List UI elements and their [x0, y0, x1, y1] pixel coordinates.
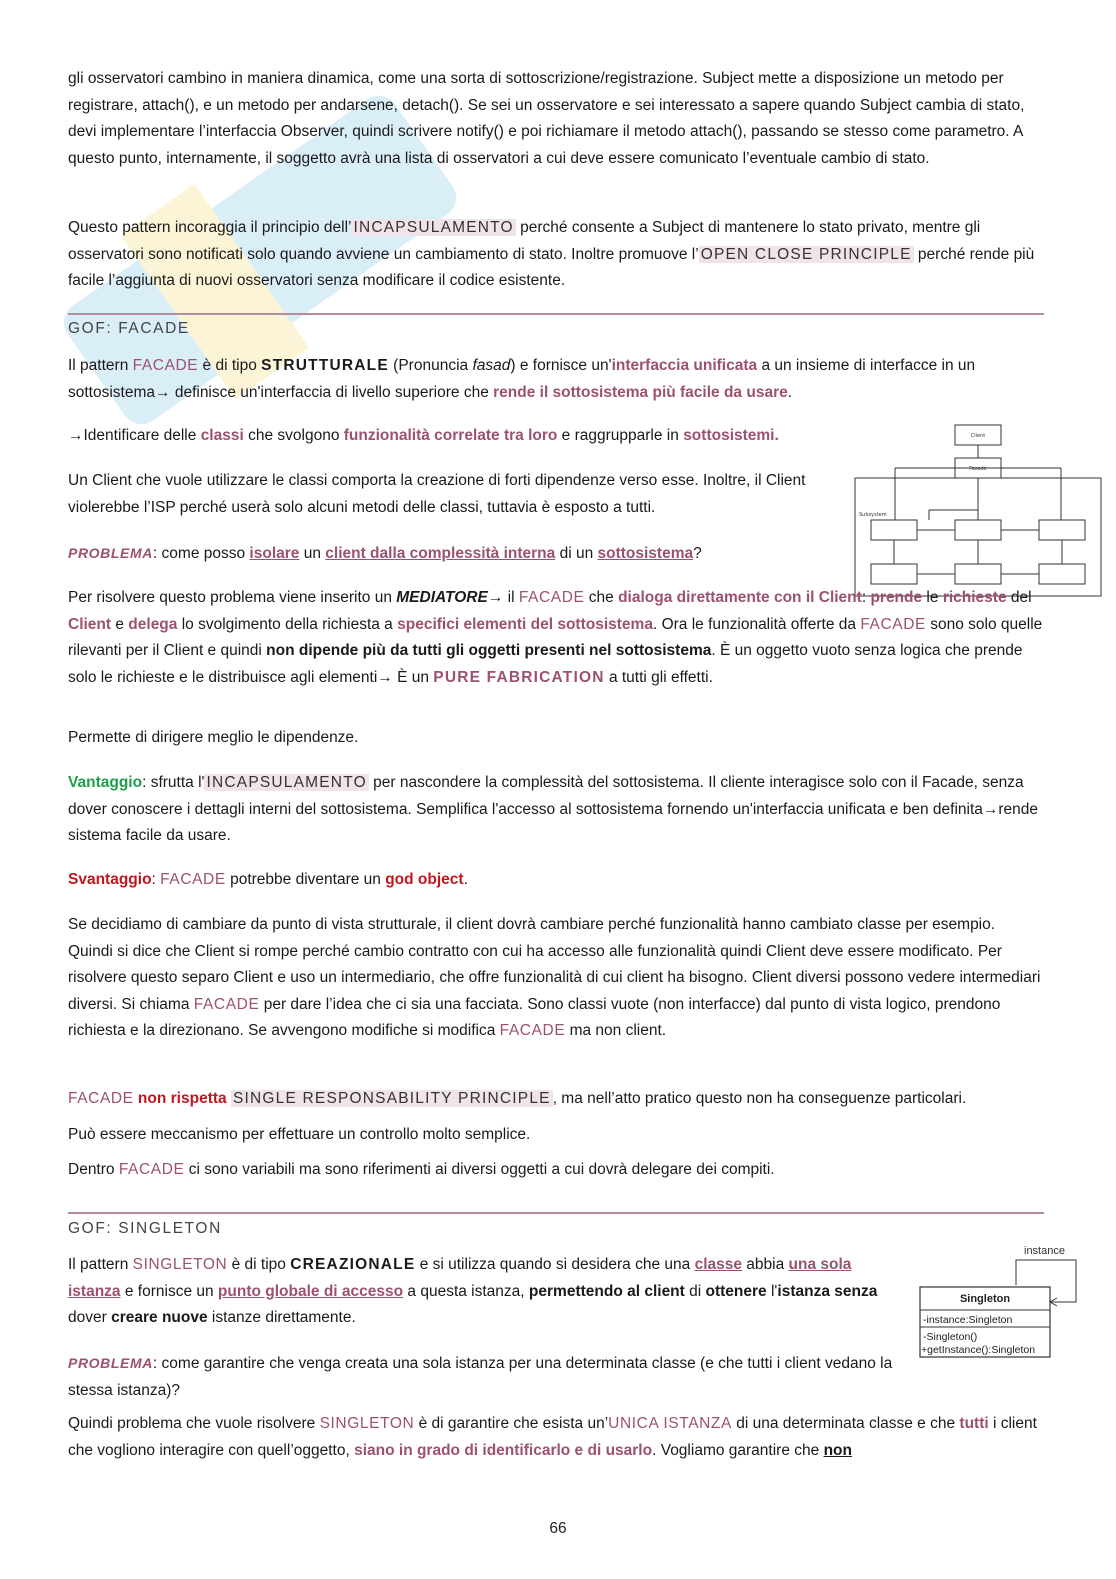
arrow-icon: → [377, 668, 393, 686]
paragraph-facade-control [68, 1122, 1043, 1149]
keyword-srp: SINGLE RESPONSABILITY PRINCIPLE [232, 1090, 551, 1107]
text: è di garantire che esista un’ [414, 1415, 609, 1432]
text: ? [693, 545, 702, 562]
text: ma non client. [565, 1022, 667, 1039]
paragraph-facade-variables [68, 1157, 1043, 1184]
text: rende sistema facile da usare. [68, 800, 1039, 844]
text: del [1006, 589, 1032, 606]
text: le [922, 589, 943, 606]
client-label: Client [970, 433, 986, 439]
text: Il pattern [68, 357, 133, 374]
text: abbia [742, 1256, 789, 1273]
arrow-icon: → [155, 383, 171, 401]
instance-label: instance [1024, 1245, 1065, 1257]
text: il [503, 589, 519, 606]
paragraph-facade-client-deps [68, 468, 838, 521]
text: : come garantire che venga creata una sola istanza per una determinata classe (e che tutti i client vedano la stessa istanza)? [68, 1355, 893, 1399]
paragraph-text: gli osservatori cambino in maniera dinamica, come una sorta di sottoscrizione/registrazione. Subject mette a disposizione un metodo per registrare, attach(), e un metodo per andarsene, detach(). Se sei un osservatore e sei interessato a sapere quando Subject cambia di stato, devi implementare l’interfaccia Observer, quindi scrivere notify() e poi richiamare il metodo attach(), passando se stesso come parametro. A questo punto, internamente, il soggetto avrà una lista di osservatori a cui deve essere comunicato l’eventuale cambio di stato. [68, 70, 1025, 167]
paragraph-facade-identify [68, 423, 838, 450]
text: Per risolvere questo problema viene inserito un [68, 589, 397, 606]
term-interfaccia-unificata: interfaccia unificata [611, 357, 758, 374]
text-bold: creare nuove [111, 1309, 208, 1326]
paragraph-facade-dependencies [68, 725, 1043, 752]
text: : come posso [152, 545, 250, 562]
subsystem-label: Subsystem [859, 512, 887, 518]
term-richieste: richieste [942, 589, 1007, 606]
term-pure-fabrication: PURE FABRICATION [433, 668, 605, 686]
text: Permette di dirigere meglio le dipendenze. [68, 729, 359, 746]
text: che [584, 589, 619, 606]
paragraph-singleton-goal [68, 1411, 1043, 1464]
keyword-incapsulamento: INCAPSULAMENTO [206, 774, 367, 791]
term-creazionale: CREAZIONALE [290, 1256, 416, 1273]
term-tutti: tutti [959, 1415, 989, 1432]
text: a questa istanza, [403, 1282, 529, 1300]
class-method: +getInstance():Singleton [921, 1344, 1036, 1356]
text: sono solo quelle rilevanti per il Client e quindi [68, 615, 1043, 659]
term-client-complessita: client dalla complessità interna [325, 545, 556, 562]
page-number: 66 [549, 1520, 567, 1537]
text: istanze direttamente. [207, 1309, 356, 1326]
term-sottosistemi: sottosistemi. [683, 427, 779, 444]
term-facade: FACADE [118, 1161, 185, 1178]
paragraph-facade-disadvantage [68, 867, 1043, 894]
paragraph-observer-intro [68, 66, 1043, 172]
term-prende: prende [870, 589, 923, 606]
arrow-icon: → [487, 589, 504, 606]
text: , ma nell’atto pratico questo non ha conseguenze particolari. [552, 1090, 967, 1107]
class-attribute: -instance:Singleton [923, 1314, 1013, 1326]
text: Identificare delle [83, 427, 201, 444]
text: dover [68, 1309, 112, 1326]
text: è di tipo [227, 1256, 291, 1273]
label-problema: PROBLEMA [68, 1355, 153, 1371]
term-strutturale: STRUTTURALE [261, 357, 389, 374]
paragraph-facade-definition [68, 353, 1043, 406]
text: è di tipo [198, 357, 262, 374]
term-isolare: isolare [249, 545, 300, 562]
term-facade: FACADE [860, 615, 926, 633]
text-bold: istanza senza [777, 1282, 878, 1300]
paragraph-facade-advantage [68, 770, 1043, 850]
text: : [861, 589, 871, 606]
text: Dentro [68, 1161, 119, 1178]
text-bold: non [823, 1441, 852, 1459]
term-classi: classi [200, 427, 244, 444]
keyword-open-close: OPEN CLOSE PRINCIPLE [700, 245, 912, 263]
text: e raggrupparle in [557, 427, 684, 444]
text: . [787, 383, 793, 401]
text: perché rende più facile l’aggiunta di nuovi osservatori senza modificare il codice esistente. [68, 245, 1035, 289]
text: per nascondere la complessità del sottosistema. Il cliente interagisce solo con il Facade, senza dover conoscere i dettagli interni del sottosistema. Semplifica l'accesso al sottosistema fornendo un'interfaccia unificata e ben definita [68, 774, 1024, 818]
text-bold: non dipende più da tutti gli oggetti presenti nel sottosistema [266, 642, 712, 659]
term-sottosistema: sottosistema [597, 545, 694, 562]
paragraph-facade-problem [68, 540, 838, 568]
text: Un Client che vuole utilizzare le classi comporta la creazione di forti dipendenze verso esse. Inoltre, il Client violerebbe l’ISP perché userà solo alcuni metodi delle classi, tuttavia è esposto a tutti. [68, 472, 806, 516]
text: e [111, 615, 129, 633]
text: un [299, 545, 326, 562]
text: di una determinata classe e che [731, 1415, 960, 1432]
text: È un [392, 668, 434, 686]
term-punto-globale: punto globale di accesso [217, 1282, 404, 1300]
term-facade: FACADE [193, 995, 260, 1013]
term-mediatore: MEDIATORE [396, 589, 488, 606]
term-god-object: god object [385, 871, 464, 888]
text: . [463, 871, 468, 888]
text: Quindi problema che vuole risolvere [68, 1415, 320, 1432]
text: e si utilizza quando si desidera che una [415, 1256, 695, 1273]
text: . Ora le funzionalità offerte da [652, 615, 861, 633]
term-dialoga: dialoga direttamente con il Client [618, 589, 862, 606]
term-classe: classe [694, 1256, 742, 1273]
text: Questo pattern incoraggia il principio dell’ [68, 219, 352, 236]
singleton-uml-diagram [912, 1240, 1087, 1365]
text: Può essere meccanismo per effettuare un controllo molto semplice. [68, 1126, 531, 1143]
text-italic: fasad [472, 357, 511, 374]
term-client: Client [68, 615, 112, 633]
section-divider [68, 313, 1044, 315]
section-heading-facade: GOF: FACADE [68, 320, 190, 337]
facade-label: Facade [969, 466, 987, 472]
class-name: Singleton [959, 1293, 1011, 1305]
text: (Pronuncia [388, 357, 473, 374]
arrow-icon: → [68, 427, 84, 444]
term-facade: FACADE [499, 1022, 566, 1039]
text: di [684, 1282, 706, 1300]
term-piu-facile: rende il sottosistema più facile da usare [493, 383, 788, 401]
text-bold: ottenere [705, 1282, 767, 1300]
label-svantaggio: Svantaggio [68, 871, 152, 888]
text-bold: permettendo al client [528, 1282, 685, 1300]
text-non-rispetta: non rispetta [133, 1090, 227, 1107]
text: a tutti gli effetti. [604, 668, 713, 686]
section-heading-singleton: GOF: SINGLETON [68, 1220, 222, 1237]
paragraph-facade-solution [68, 585, 1043, 691]
term-una-sola-istanza: una sola istanza [68, 1256, 852, 1300]
facade-uml-diagram [853, 420, 1103, 598]
text: : sfrutta l' [142, 774, 205, 791]
term-singleton: SINGLETON [132, 1256, 228, 1273]
text: Il pattern [68, 1256, 133, 1273]
text: che svolgono [243, 427, 344, 444]
text: lo svolgimento della richiesta a [177, 615, 398, 633]
text: i client che vogliono interagire con quell’oggetto, [68, 1415, 1037, 1459]
text: definisce un'interfaccia di livello superiore che [170, 383, 494, 401]
text: ci sono variabili ma sono riferimenti ai diversi oggetti a cui dovrà delegare dei compiti. [184, 1161, 775, 1178]
term-specifici-elementi: specifici elementi del sottosistema [397, 615, 653, 633]
paragraph-singleton-definition [68, 1252, 898, 1332]
keyword-incapsulamento: INCAPSULAMENTO [353, 219, 514, 236]
term-facade: FACADE [160, 871, 226, 888]
section-divider [68, 1212, 1044, 1214]
term-facade: FACADE [518, 589, 585, 606]
text: a un insieme di interfacce in un sottosistema [68, 357, 976, 401]
text: e fornisce un [120, 1282, 218, 1300]
paragraph-singleton-problem [68, 1350, 898, 1404]
text: : [151, 871, 161, 888]
label-problema: PROBLEMA [68, 545, 153, 561]
text: perché consente a Subject di mantenere lo stato privato, mentre gli osservatori sono notificati solo quando avviene un cambiamento di stato. Inoltre promuove l’ [68, 219, 981, 263]
term-unica-istanza: UNICA ISTANZA [608, 1415, 732, 1432]
term-delega: delega [128, 615, 178, 633]
text: Se decidiamo di cambiare da punto di vista strutturale, il client dovrà cambiare perché funzionalità hanno cambiato classe per esempio. Quindi si dice che Client si rompe perché cambio contratto con cui ha accesso alle funzionalità quindi Client deve essere modificato. Per risolvere questo separo Client e uso un intermediario, che offre funzionalità di cui client ha bisogno. Client diversi possono vedere intermediari diversi. Si chiama [68, 916, 1041, 1013]
term-singleton: SINGLETON [319, 1415, 415, 1432]
term-identificarlo: siano in grado di identificarlo e di usarlo [354, 1441, 653, 1459]
text: . Vogliamo garantire che [652, 1441, 824, 1459]
paragraph-observer-principles [68, 215, 1043, 295]
term-funzionalita: funzionalità correlate tra loro [343, 427, 558, 444]
arrow-icon: → [982, 800, 999, 818]
term-facade: FACADE [68, 1090, 134, 1107]
paragraph-facade-explanation [68, 912, 1043, 1045]
term-facade: FACADE [132, 357, 199, 374]
text: potrebbe diventare un [225, 871, 386, 888]
text: l' [766, 1282, 778, 1300]
paragraph-facade-srp [68, 1086, 1043, 1113]
label-vantaggio: Vantaggio [68, 774, 143, 791]
text: per dare l’idea che ci sia una facciata. Sono classi vuote (non interfacce) dal punto di vista logico, prendono richiesta e la direzionano. Se avvengono modifiche si modifica [68, 995, 1001, 1039]
text: ) e fornisce un' [510, 357, 612, 374]
class-constructor: -Singleton() [923, 1331, 978, 1343]
text: di un [555, 545, 598, 562]
text: . È un oggetto vuoto senza logica che prende solo le richieste e le distribuisce agli elementi [68, 642, 1023, 686]
